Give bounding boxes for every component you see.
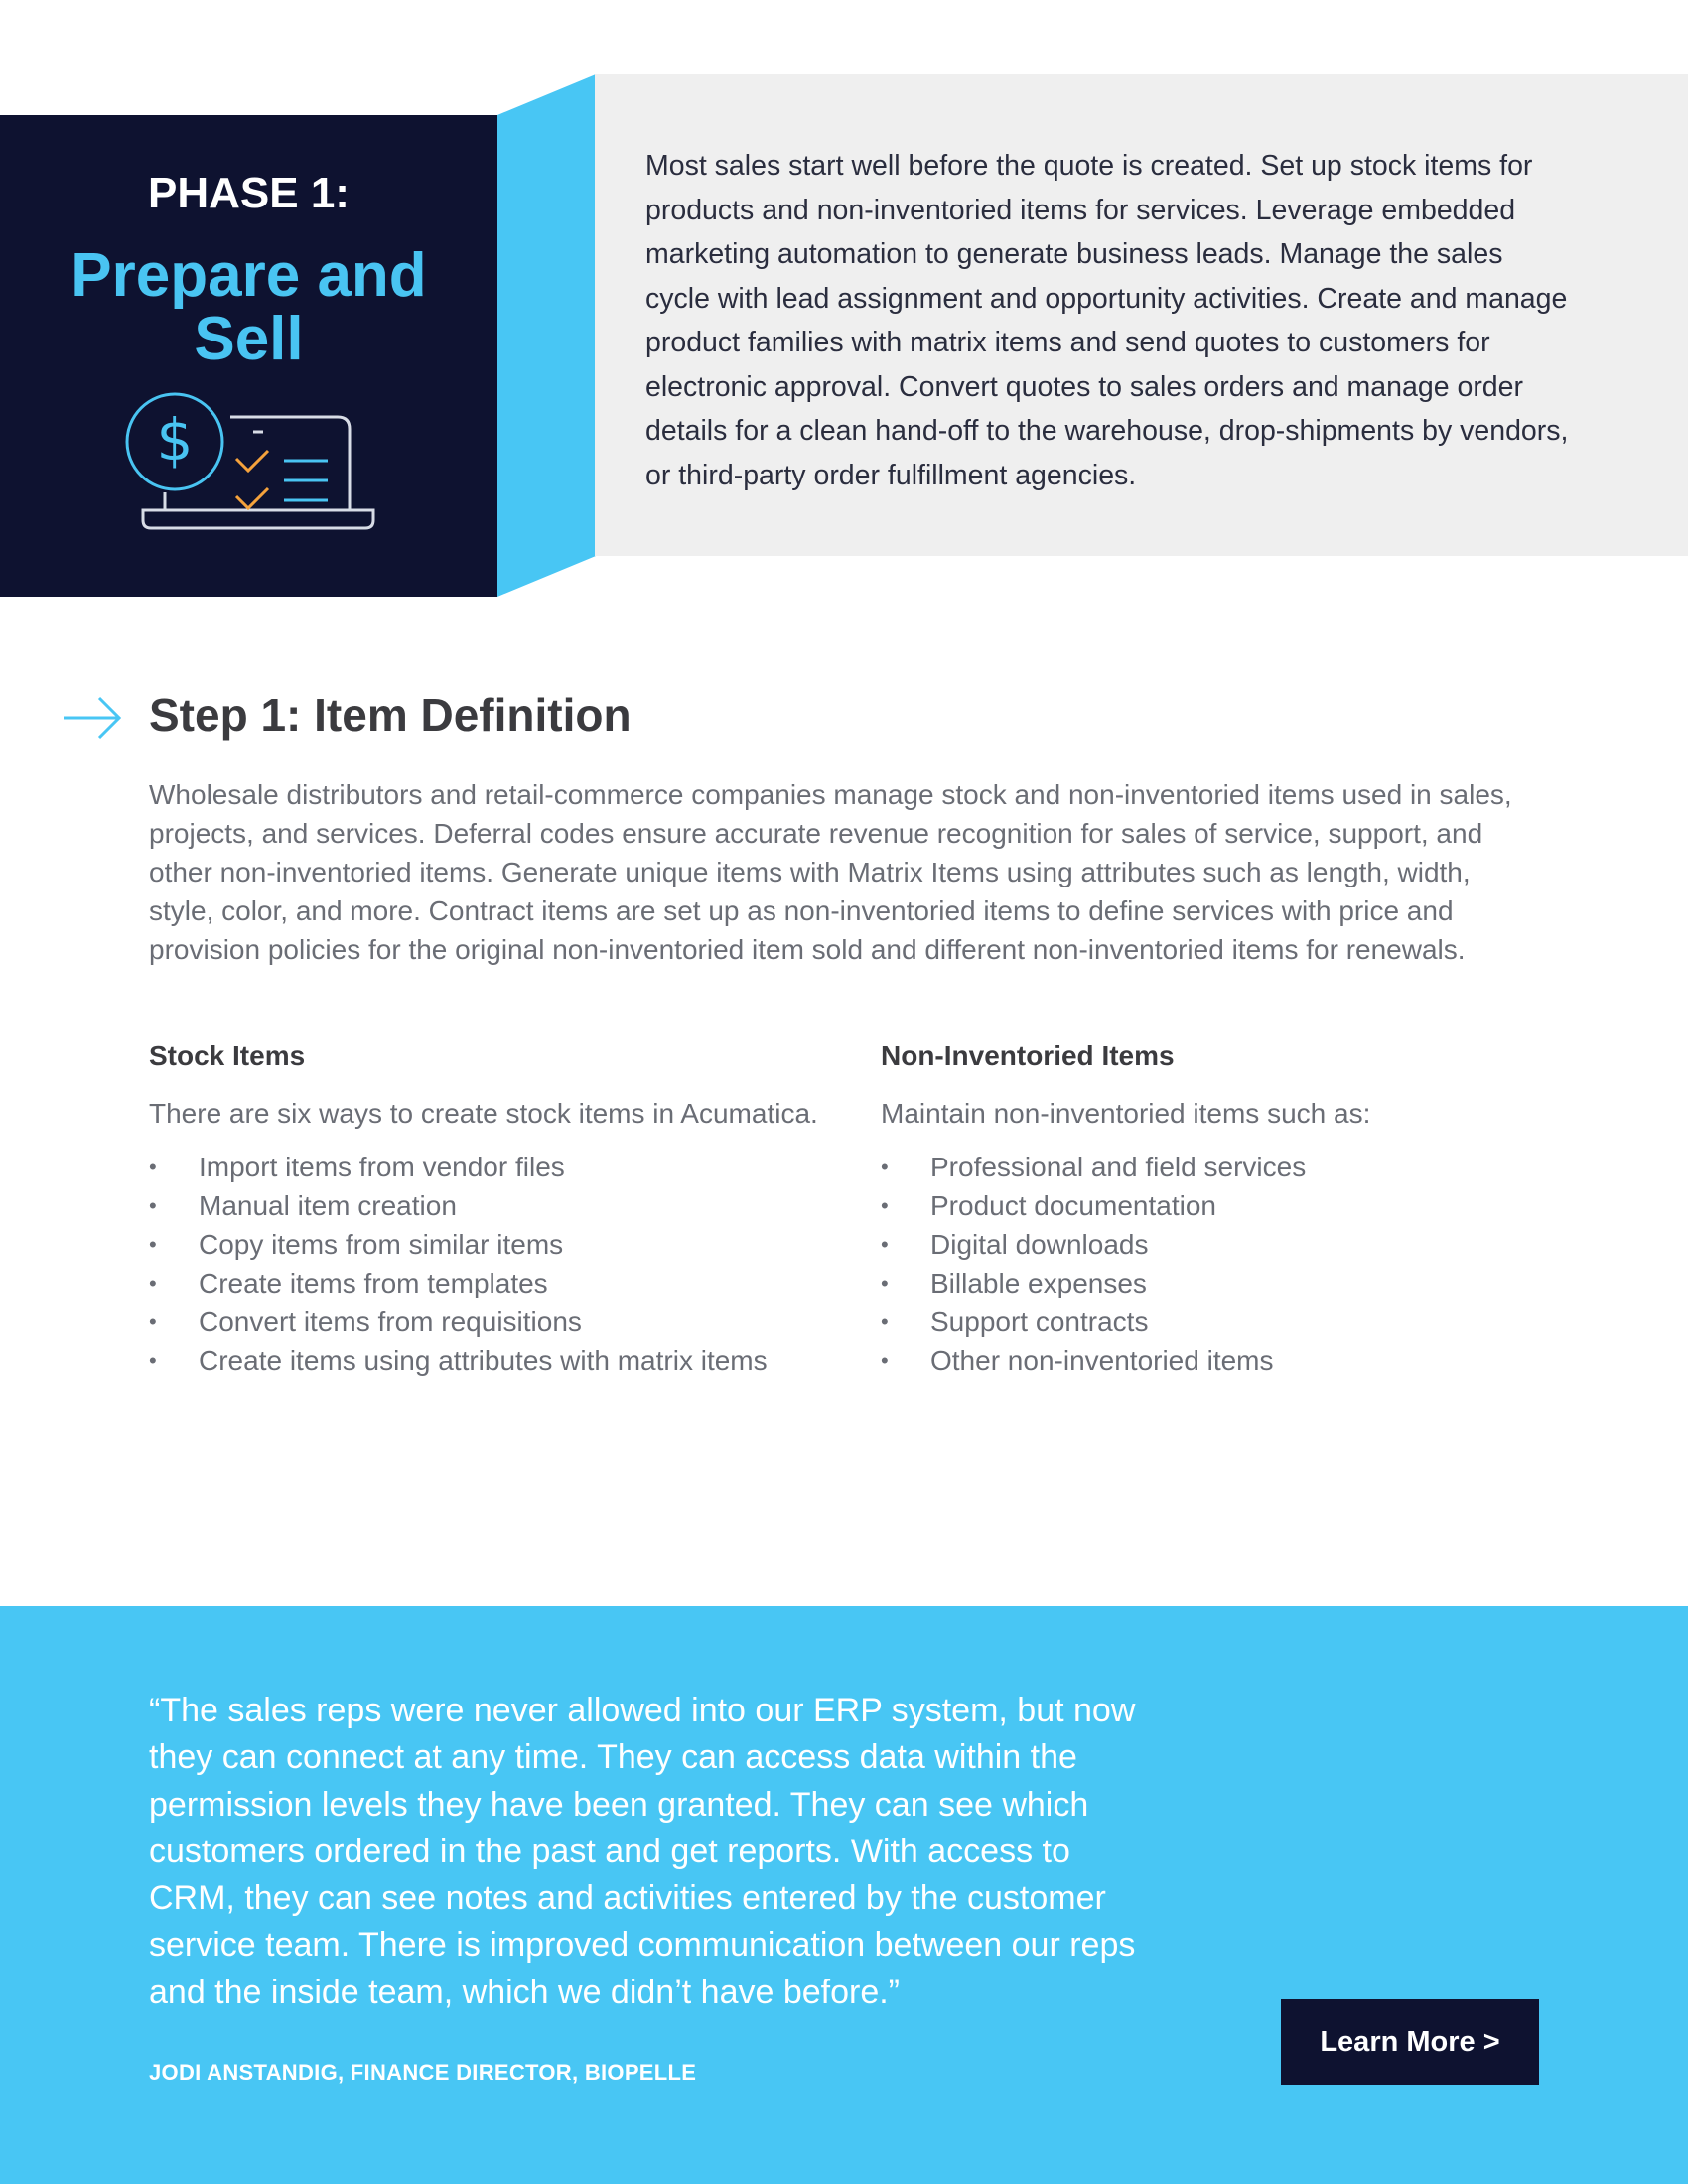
bullet-icon: • — [149, 1309, 157, 1334]
stock-items-heading: Stock Items — [149, 1040, 306, 1071]
laptop-dollar-checklist-icon — [119, 389, 377, 558]
list-item: • Digital downloads — [881, 1225, 1576, 1264]
bullet-icon: • — [149, 1348, 157, 1373]
stock-items-intro: There are six ways to create stock items in Acumatica. — [149, 1098, 818, 1129]
bullet-icon: • — [149, 1232, 157, 1257]
non-inventoried-items-column — [881, 1040, 1576, 1380]
bullet-icon: • — [881, 1193, 889, 1218]
svg-text:$: $ — [156, 406, 194, 474]
stock-items-column — [149, 1040, 844, 1380]
step-description: Wholesale distributors and retail-commerce companies manage stock and non-inventoried items used in sales, projects, and services. Deferral codes ensure accurate revenue recognition for sales of service, support, and other non-inventoried items. Generate unique items with Matrix Items using attributes such as length, width, style, color, and more. Contract items are set up as non-inventoried items to define services with price and provision policies for the original non-inventoried item sold and different non-inventoried items for renewals. — [149, 779, 1512, 965]
stock-items-list — [149, 1148, 844, 1380]
list-item: • Copy items from similar items — [149, 1225, 844, 1264]
testimonial-author: JODI ANSTANDIG, FINANCE DIRECTOR, BIOPELLE — [149, 2060, 697, 2085]
testimonial-quote: “The sales reps were never allowed into our ERP system, but now they can connect at any time. They can access data within the permission levels they have been granted. They can see which customers ordered in the past and get reports. With access to CRM, they can see notes and activities entered by the customer service team. There is improved communication between our reps and the inside team, which we didn’t have before.” — [149, 1692, 1136, 2011]
bullet-icon: • — [149, 1271, 157, 1296]
phase-title-line1: Prepare and — [70, 241, 427, 310]
bullet-icon: • — [881, 1309, 889, 1334]
bullet-icon: • — [881, 1271, 889, 1296]
list-item: • Billable expenses — [881, 1264, 1576, 1302]
learn-more-button[interactable]: Learn More > — [1281, 1999, 1539, 2085]
list-item: • Import items from vendor files — [149, 1148, 844, 1186]
non-inventoried-items-heading: Non-Inventoried Items — [881, 1040, 1175, 1071]
non-inventoried-items-list — [881, 1148, 1576, 1380]
list-item: • Create items using attributes with matrix items — [149, 1341, 844, 1380]
phase-intro-text: Most sales start well before the quote is created. Set up stock items for products and non-inventoried items for services. Leverage embedded marketing automation to generate business leads. Manage the sales cycle with lead assignment and opportunity activities. Create and manage product families with matrix items and send quotes to customers for electronic approval. Convert quotes to sales orders and manage order details for a clean hand-off to the warehouse, drop-shipments by vendors, or third-party order fulfillment agencies. — [645, 150, 1569, 491]
bullet-icon: • — [881, 1348, 889, 1373]
list-item: • Create items from templates — [149, 1264, 844, 1302]
bullet-icon: • — [149, 1193, 157, 1218]
bullet-icon: • — [881, 1232, 889, 1257]
phase-label: PHASE 1: — [148, 169, 350, 217]
phase-title-line2: Sell — [194, 305, 304, 373]
bullet-icon: • — [149, 1155, 157, 1179]
list-item: • Professional and field services — [881, 1148, 1576, 1186]
list-item: • Other non-inventoried items — [881, 1341, 1576, 1380]
bullet-icon: • — [881, 1155, 889, 1179]
non-inventoried-items-intro: Maintain non-inventoried items such as: — [881, 1098, 1371, 1129]
list-item: • Manual item creation — [149, 1186, 844, 1225]
arrow-right-icon — [62, 695, 123, 741]
list-item: • Convert items from requisitions — [149, 1302, 844, 1341]
phase-accent-shape — [497, 74, 596, 597]
list-item: • Support contracts — [881, 1302, 1576, 1341]
step-heading: Step 1: Item Definition — [149, 689, 632, 741]
phase-title — [0, 241, 497, 373]
list-item: • Product documentation — [881, 1186, 1576, 1225]
